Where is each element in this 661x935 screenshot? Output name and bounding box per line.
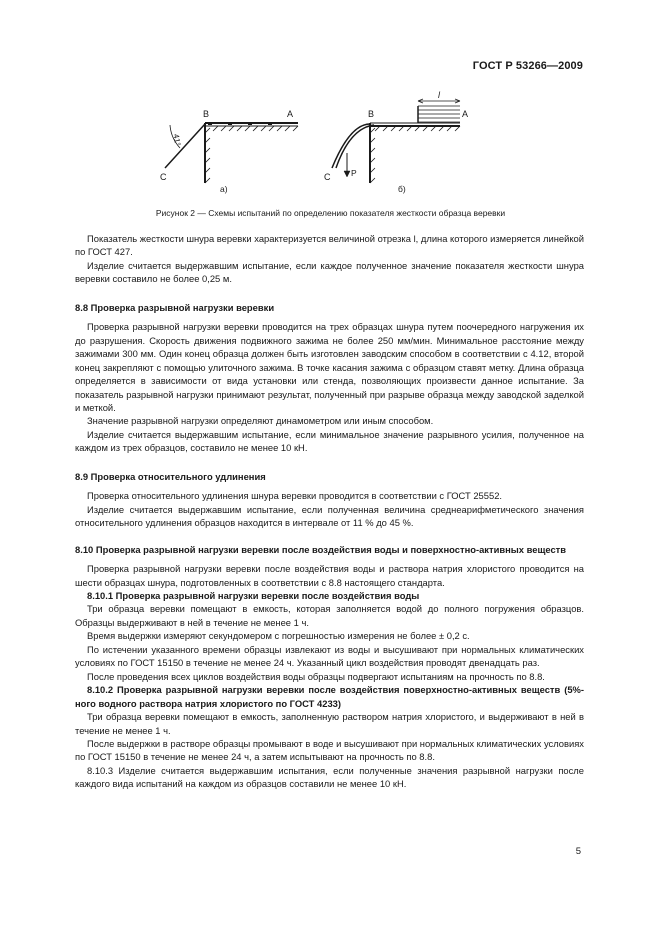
subsection-heading-8-10-1: 8.10.1 Проверка разрывной нагрузки веревки после воздействия воды (87, 589, 420, 601)
paragraph: Изделие считается выдержавшим испытание, если полученная величина среднеарифметического значения относительного удлинения образцов находится в интервале от 11 % до 45 %. (75, 503, 584, 529)
scheme-a-label-a: А (287, 109, 294, 119)
scheme-b-label-b: В (368, 109, 375, 119)
page-number: 5 (575, 846, 581, 857)
scheme-b-label-a: А (462, 109, 469, 119)
paragraph: После проведения всех циклов воздействия воды образцы подвергают испытаниям на прочность по 8.8. (87, 670, 545, 682)
figure-caption: Рисунок 2 — Схемы испытаний по определению показателя жесткости образца веревки (155, 208, 506, 218)
paragraph: Проверка относительного удлинения шнура веревки проводится в соответствии с ГОСТ 25552. (87, 490, 503, 502)
scheme-a-angle: 41° (171, 133, 183, 147)
scheme-a (165, 123, 298, 183)
paragraph: Изделие считается выдержавшим испытание, если минимальное значение разрывного усилия, полученное на каждом из трех образцов, составило не менее 10 кН. (75, 428, 584, 454)
figure-2 (150, 88, 490, 203)
paragraph: Время выдержки измеряют секундомером с погрешностью измерения не более ± 0,2 с. (87, 630, 470, 642)
paragraph: Показатель жесткости шнура веревки характеризуется величиной отрезка l, длина которого измеряется линейкой по ГОСТ 427. (75, 233, 584, 258)
body-text (75, 232, 584, 791)
document-header: ГОСТ Р 53266—2009 (472, 60, 583, 72)
subsection-heading-8-10-2: 8.10.2 Проверка разрывной нагрузки веревки после воздействия поверхностно-активных веществ (5%-ного водного раствора натрия хлористого по ГОСТ 4233) (75, 684, 584, 709)
paragraph: Проверка разрывной нагрузки веревки после воздействия воды и раствора натрия хлористого проводится на шести образцах шнура, подготовленных в соответствии с 8.8 настоящего стандарта. (75, 563, 584, 588)
scheme-b-length-label: l (438, 90, 440, 100)
section-heading-8-10: 8.10 Проверка разрывной нагрузки веревки после воздействия воды и поверхностно-активных веществ (75, 543, 567, 555)
scheme-b-label-c: С (324, 172, 331, 182)
test-scheme-diagram (150, 88, 490, 203)
scheme-b-force-label: P (351, 168, 357, 178)
section-heading-8-8: 8.8 Проверка разрывной нагрузки веревки (75, 301, 275, 313)
paragraph: После выдержки в растворе образцы промывают в воде и высушивают при нормальных климатических условиях по ГОСТ 15150 в течение не менее 24 ч, а затем испытывают на прочность по 8.8. (75, 737, 584, 763)
paragraph: Значение разрывной нагрузки определяют динамометром или иным способом. (87, 415, 434, 427)
paragraph: 8.10.3 Изделие считается выдержавшим испытания, если полученные значения разрывной нагрузки после каждого вида испытаний на каждом из образцов составили не менее 10 кН. (75, 764, 584, 790)
scheme-a-label-c: С (160, 172, 167, 182)
paragraph: Три образца веревки помещают в емкость, заполненную раствором натрия хлористого, и выдерживают в ней в течение не менее 1 ч. (75, 711, 584, 736)
paragraph: Три образца веревки помещают в емкость, которая заполняется водой до полного погружения образцов. Образцы выдерживают в ней в течение не менее 1 ч. (75, 603, 584, 628)
scheme-a-label-b: В (203, 109, 210, 119)
paragraph: Изделие считается выдержавшим испытание, если каждое полученное значение показателя жесткости шнура веревки составило не более 0,25 м. (75, 259, 584, 285)
paragraph: Проверка разрывной нагрузки веревки проводится на трех образцах шнура путем поочередного нагружения их до разрушения. Скорость движения подвижного зажима не более 250 мм/мин. Минимальное расстояние между зажимами 300 мм. Один конец образца должен быть изготовлен заводским способом в соответствии с 4.12, второй конец закрепляют с помощью улиточного зажима. В точке касания зажима с образцом ставят метку. Длина образца определяется в зависимости от вида установки или стенда, позволяющих произвести данное испытание. За показатель разрывной нагрузки принимают результат, полученный при разрыве образца между заводской заделкой и меткой. (75, 321, 584, 413)
paragraph: По истечении указанного времени образцы извлекают из воды и высушивают при нормальных климатических условиях по ГОСТ 15150 в течение не менее 24 ч. Указанный цикл воздействия проводят двенадцать раз. (75, 643, 584, 669)
section-heading-8-9: 8.9 Проверка относительного удлинения (75, 470, 266, 482)
scheme-a-caption: а) (220, 184, 228, 194)
scheme-b-caption: б) (398, 184, 406, 194)
